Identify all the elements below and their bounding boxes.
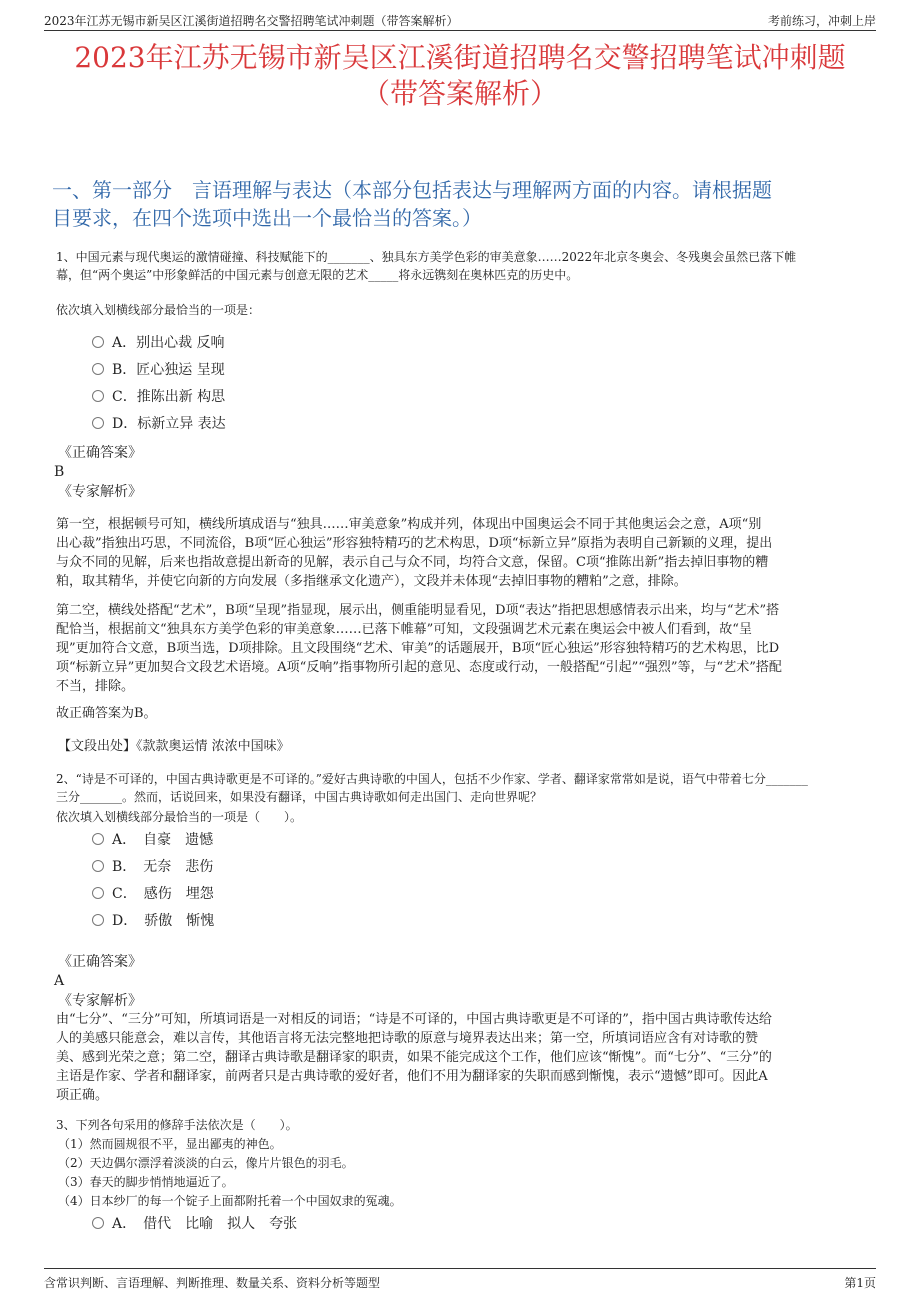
list-item: （1）然而圆规很不平，显出鄙夷的神色。: [58, 1137, 282, 1151]
option-label: A． 自豪 遗憾: [112, 832, 214, 848]
list-item: （2）天边偶尔漂浮着淡淡的白云，像片片银色的羽毛。: [58, 1156, 354, 1170]
radio-icon[interactable]: [92, 887, 104, 899]
radio-icon[interactable]: [92, 1217, 104, 1229]
option-label: D． 骄傲 惭愧: [112, 913, 215, 929]
q1-stem-line-2: 幕，但“两个奥运”中形象鲜活的中国元素与创意无限的艺术_____将永远镌刻在奥林匹克的历史中。: [56, 268, 579, 282]
q1-answer-label: 《正确答案》: [58, 445, 142, 461]
text-line: 出心裁”指独出巧思，不同流俗，B项“匠心独运”形容独特精巧的艺术构思，D项“标新立异”原指为表明自己新颖的义理，提出: [56, 536, 773, 551]
radio-icon[interactable]: [92, 914, 104, 926]
q2-option-c[interactable]: [92, 885, 214, 903]
option-label: D．标新立异 表达: [112, 416, 226, 432]
q1-analysis-label: 《专家解析》: [58, 484, 142, 500]
text-line: 与众不同的见解，后来也指故意提出新奇的见解，表示自己与众不同，均符合文意，保留。C项“推陈出新”指去掉旧事物的糟: [56, 555, 769, 570]
radio-icon[interactable]: [92, 336, 104, 348]
text-line: 不当，排除。: [56, 679, 135, 694]
header-slogan: 考前练习，冲刺上岸: [767, 14, 876, 28]
q1-conclusion: 故正确答案为B。: [56, 706, 157, 721]
q2-option-d[interactable]: [92, 912, 214, 930]
q1-answer: B: [54, 464, 65, 480]
text-line: 第一空，根据顿号可知，横线所填成语与“独具……审美意象”构成并列，体现出中国奥运会不同于其他奥运会之意，A项“别: [56, 517, 762, 532]
q3-option-a[interactable]: [92, 1215, 297, 1233]
option-label: B．匠心独运 呈现: [112, 362, 225, 378]
q1-option-b[interactable]: [92, 361, 225, 379]
document-title: [0, 40, 920, 112]
q2-option-a[interactable]: [92, 831, 213, 849]
q3-items: [58, 1135, 870, 1211]
footer-description: 含常识判断、言语理解、判断推理、数量关系、资料分析等题型: [44, 1276, 381, 1290]
q2-answer: A: [54, 973, 65, 989]
text-line: 第二空，横线处搭配“艺术”，B项“呈现”指显现，展示出，侧重能明显看见，D项“表达”指把思想感情表示出来，均与“艺术”搭: [56, 603, 780, 618]
option-label: C．推陈出新 构思: [112, 389, 226, 405]
q2-stem-line-2: 三分_______。然而，话说回来，如果没有翻译，中国古典诗歌如何走出国门、走向世界呢？: [56, 790, 543, 804]
q2-stem-line-1: 2、“诗是不可译的，中国古典诗歌更是不可译的。”爱好古典诗歌的中国人，包括不少作家、学者、翻译家常常如是说，语气中带着七分_______: [56, 772, 808, 786]
q2-analysis-label: 《专家解析》: [58, 993, 142, 1009]
page-footer: [44, 1268, 876, 1293]
list-item: （3）春天的脚步悄悄地逼近了。: [58, 1175, 234, 1189]
radio-icon[interactable]: [92, 860, 104, 872]
section-heading-line-1: 一、第一部分 言语理解与表达（本部分包括表达与理解两方面的内容。请根据题: [52, 178, 772, 202]
header-title: 2023年江苏无锡市新吴区江溪街道招聘名交警招聘笔试冲刺题（带答案解析）: [44, 14, 459, 28]
text-line: 美、感到光荣之意；第二空，翻译古典诗歌是翻译家的职责，如果不能完成这个工作，他们应该“惭愧”。而“七分”、“三分”的: [56, 1050, 772, 1065]
title-line-1: 2023年江苏无锡市新吴区江溪街道招聘名交警招聘笔试冲刺题: [74, 41, 846, 74]
q1-analysis-paragraph-2: [56, 601, 870, 696]
q1-option-d[interactable]: [92, 415, 226, 433]
text-line: 粕，取其精华，并使它向新的方向发展（多指继承文化遗产），文段并未体现“去掉旧事物的糟粕”之意，排除。: [56, 574, 687, 589]
radio-icon[interactable]: [92, 833, 104, 845]
list-item: （4）日本纱厂的每一个锭子上面都附托着一个中国奴隶的冤魂。: [58, 1194, 402, 1208]
q3-stem: 3、下列各句采用的修辞手法依次是（ ）。: [56, 1118, 298, 1132]
option-label: A．别出心裁 反响: [112, 335, 225, 351]
page-number: 第1页: [844, 1276, 876, 1290]
q1-prompt: 依次填入划横线部分最恰当的一项是：: [56, 303, 261, 317]
section-heading: [52, 176, 880, 232]
section-heading-line-2: 目要求，在四个选项中选出一个最恰当的答案。）: [52, 206, 482, 230]
q2-stem: [56, 770, 870, 806]
option-label: B． 无奈 悲伤: [112, 859, 214, 875]
page-header: [44, 10, 876, 31]
q2-analysis: [56, 1010, 870, 1105]
radio-icon[interactable]: [92, 363, 104, 375]
q2-answer-label: 《正确答案》: [58, 954, 142, 970]
q1-stem: [56, 248, 870, 284]
text-line: 主语是作家、学者和翻译家，前两者只是古典诗歌的爱好者，他们不用为翻译家的失职而感到惭愧，表示“遗憾”即可。因此A: [56, 1069, 768, 1084]
option-label: C． 感伤 埋怨: [112, 886, 214, 902]
text-line: 项正确。: [56, 1088, 109, 1103]
q1-stem-line-1: 1、中国元素与现代奥运的激情碰撞、科技赋能下的_______、独具东方美学色彩的审美意象……2022年北京冬奥会、冬残奥会虽然已落下帷: [56, 250, 797, 264]
text-line: 配恰当，根据前文“独具东方美学色彩的审美意象……已落下帷幕”可知，文段强调艺术元素在奥运会中被人们看到，故“呈: [56, 622, 752, 637]
q2-option-b[interactable]: [92, 858, 213, 876]
text-line: 项“标新立异”更加契合文段艺术语境。A项“反响”指事物所引起的意见、态度或行动，一般搭配“引起”“强烈”等，与“艺术”搭配: [56, 660, 782, 675]
q1-option-a[interactable]: [92, 334, 225, 352]
q2-prompt: 依次填入划横线部分最恰当的一项是（ ）。: [56, 810, 303, 824]
q1-source: 【文段出处】《款款奥运情 浓浓中国味》: [58, 739, 290, 754]
title-line-2: （带答案解析）: [361, 77, 558, 110]
radio-icon[interactable]: [92, 417, 104, 429]
text-line: 现”更加符合文意，B项当选，D项排除。且文段围绕“艺术、审美”的话题展开，B项“匠心独运”形容独特精巧的艺术构思，比D: [56, 641, 780, 656]
option-label: A． 借代 比喻 拟人 夸张: [112, 1216, 298, 1232]
q1-option-c[interactable]: [92, 388, 225, 406]
text-line: 人的美感只能意会，难以言传，其他语言将无法完整地把诗歌的原意与境界表达出来；第一空，所填词语应含有对诗歌的赞: [56, 1031, 759, 1046]
radio-icon[interactable]: [92, 390, 104, 402]
text-line: 由“七分”、“三分”可知，所填词语是一对相反的词语；“诗是不可译的，中国古典诗歌更是不可译的”，指中国古典诗歌传达给: [56, 1012, 772, 1027]
q1-analysis-paragraph-1: [56, 515, 870, 591]
